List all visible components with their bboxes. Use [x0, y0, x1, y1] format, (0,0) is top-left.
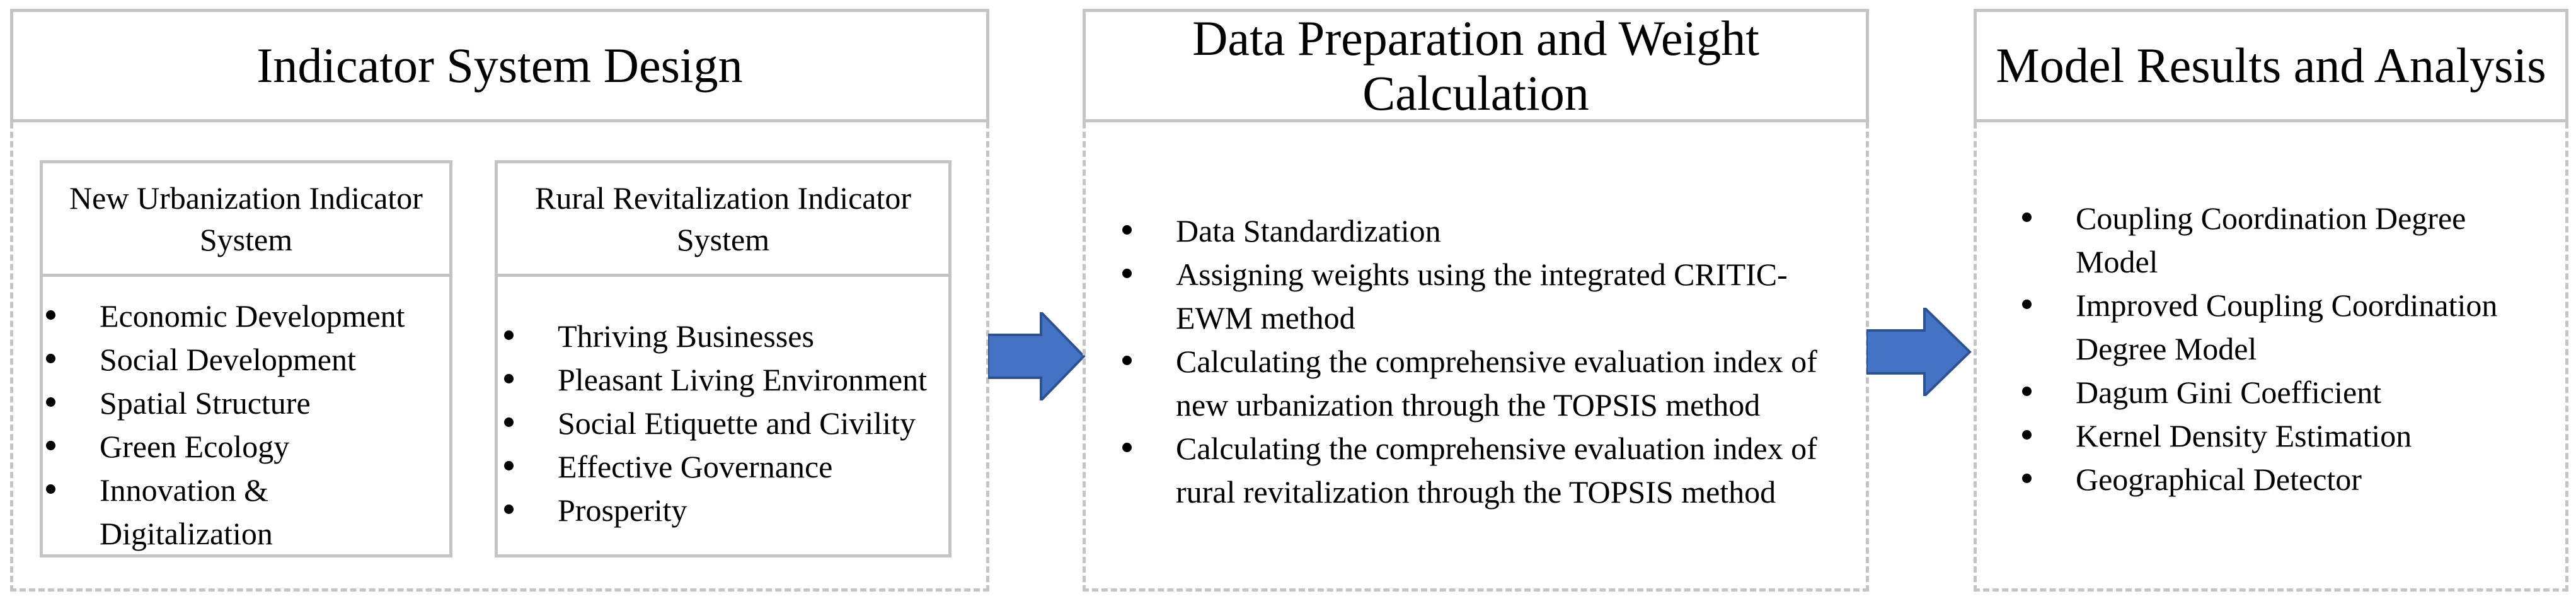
panel-1-title: Indicator System Design: [256, 38, 743, 93]
subsystem-new-urbanization-title: New Urbanization Indicator System: [43, 163, 449, 277]
list-item: Prosperity: [558, 489, 948, 532]
list-item: Social Etiquette and Civility: [558, 402, 948, 445]
flow-arrow-icon-shape: [1866, 308, 1970, 396]
panel-2-list: [1176, 209, 1844, 514]
list-item: Economic Development: [100, 295, 449, 338]
list-item: Green Ecology: [100, 425, 449, 469]
subsystem-rural-revitalization-list: [498, 277, 948, 532]
panel-2-header: [1083, 9, 1869, 122]
panel-3-header: [1974, 9, 2568, 122]
list-item: Calculating the comprehensive evaluation index of rural revitalization through the TOPSIS method: [1176, 427, 1844, 514]
list-item: Pleasant Living Environment: [558, 358, 948, 402]
panel-3-title: Model Results and Analysis: [1996, 38, 2546, 93]
flow-arrow-icon-shape: [988, 312, 1084, 400]
list-item: Coupling Coordination Degree Model: [2076, 197, 2555, 284]
flow-arrow-icon: [1866, 308, 1974, 396]
list-item: Thriving Businesses: [558, 315, 948, 358]
subsystem-rural-revitalization-title: Rural Revitalization Indicator System: [498, 163, 948, 277]
list-item: Improved Coupling Coordination Degree Model: [2076, 284, 2555, 371]
list-item: Effective Governance: [558, 445, 948, 489]
panel-2-title: Data Preparation and Weight Calculation: [1192, 10, 1759, 120]
flow-arrow-icon: [988, 312, 1089, 400]
list-item: Dagum Gini Coefficient: [2076, 371, 2555, 414]
list-item: Kernel Density Estimation: [2076, 414, 2555, 458]
list-item: Geographical Detector: [2076, 458, 2555, 501]
subsystem-rural-revitalization: [495, 160, 952, 557]
subsystem-new-urbanization: [40, 160, 452, 557]
list-item: Innovation & Digitalization: [100, 469, 449, 556]
list-item: Assigning weights using the integrated CRITIC-EWM method: [1176, 253, 1844, 340]
subsystem-new-urbanization-list: [43, 277, 449, 556]
list-item: Calculating the comprehensive evaluation index of new urbanization through the TOPSIS method: [1176, 340, 1844, 427]
list-item: Social Development: [100, 338, 449, 382]
list-item: Spatial Structure: [100, 382, 449, 425]
panel-1-header: [10, 9, 989, 122]
list-item: Data Standardization: [1176, 209, 1844, 253]
panel-3-list: [2076, 197, 2555, 501]
